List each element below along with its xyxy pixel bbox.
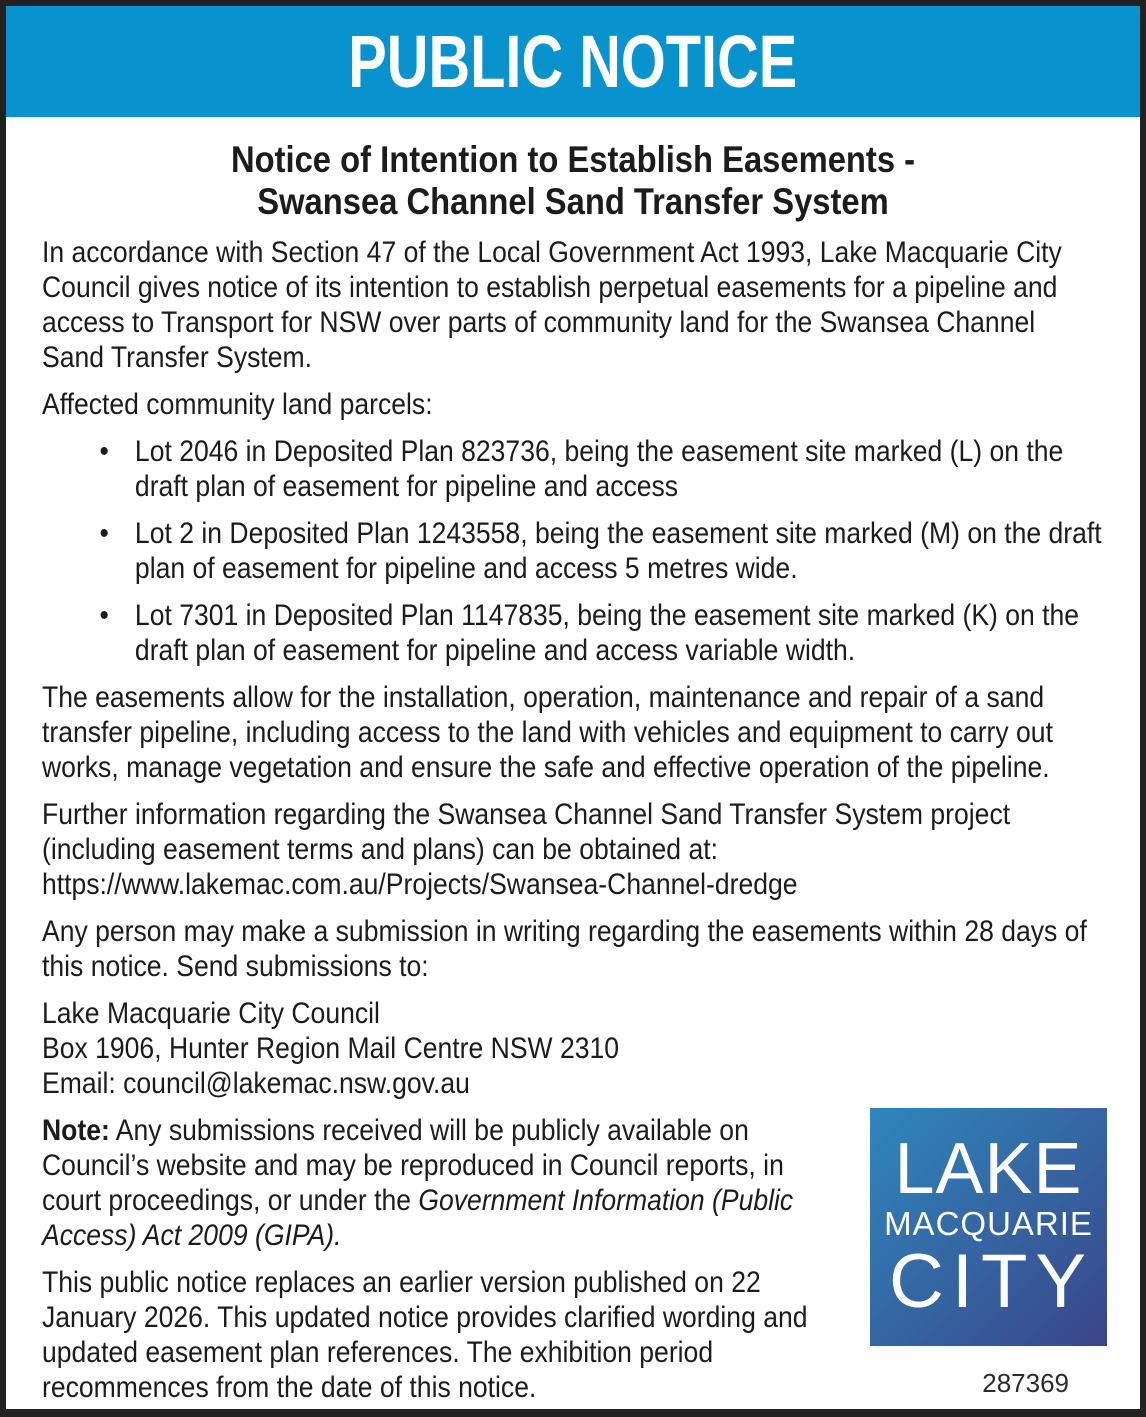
list-item xyxy=(100,516,1104,586)
note-act-italic: Government Information (Public Access) Act 2009 (GIPA). xyxy=(42,1184,794,1252)
bullet-icon: • xyxy=(99,435,109,468)
further-info-text: Further information regarding the Swansea Channel Sand Transfer System project (including easement terms and plans) can be obtained at: xyxy=(42,798,1011,866)
lake-macquarie-city-logo xyxy=(870,1108,1107,1346)
bullet-icon: • xyxy=(99,517,109,550)
notice-heading xyxy=(42,139,1104,223)
note-paragraph xyxy=(42,1113,830,1253)
logo-line-city: CITY xyxy=(888,1239,1095,1324)
parcel-text: Lot 2046 in Deposited Plan 823736, being the easement site marked (L) on the draft plan of easement for pipeline and access xyxy=(134,435,1064,503)
submission-paragraph: Any person may make a submission in writing regarding the easements within 28 days of this notice. Send submissions to: xyxy=(42,915,1087,983)
list-item xyxy=(100,598,1104,668)
replacement-paragraph: This public notice replaces an earlier version published on 22 January 2026. This updated notice provides clarified wording and updated easement plan references. The exhibition period recommences from the date of this notice. xyxy=(42,1266,808,1404)
bullet-icon: • xyxy=(99,599,109,632)
parcel-text: Lot 2 in Deposited Plan 1243558, being the easement site marked (M) on the draft plan of easement for pipeline and access 5 metres wide. xyxy=(134,517,1102,585)
notice-heading-line1: Notice of Intention to Establish Easements - xyxy=(230,139,916,180)
banner-title: PUBLIC NOTICE xyxy=(348,20,798,103)
address-line-council: Lake Macquarie City Council xyxy=(42,997,380,1030)
note-text: Any submissions received will be publicly available on Council’s website and may be reproduced in Council reports, in court proceedings, or under the xyxy=(42,1114,784,1217)
notice-heading-line2: Swansea Channel Sand Transfer System xyxy=(257,181,889,222)
note-label: Note: xyxy=(42,1114,110,1147)
further-info-paragraph xyxy=(42,797,1104,902)
address-line-email: Email: council@lakemac.nsw.gov.au xyxy=(42,1067,470,1100)
project-url: https://www.lakemac.com.au/Projects/Swansea-Channel-dredge xyxy=(42,868,798,901)
reference-number: 287369 xyxy=(982,1368,1069,1398)
list-item xyxy=(100,434,1104,504)
parcel-text: Lot 7301 in Deposited Plan 1147835, being the easement site marked (K) on the draft plan of easement for pipeline and access variable width. xyxy=(134,599,1080,667)
logo-line-lake: LAKE xyxy=(894,1129,1083,1209)
logo-area xyxy=(870,1108,1107,1399)
logo-line-macquarie: MACQUARIE xyxy=(884,1205,1093,1242)
easements-paragraph: The easements allow for the installation, operation, maintenance and repair of a sand transfer pipeline, including access to the land with vehicles and equipment to carry out works, manage vegetation and ensure the safe and effective operation of the pipeline. xyxy=(42,681,1053,784)
parcel-list xyxy=(42,434,1104,668)
intro-paragraph: In accordance with Section 47 of the Local Government Act 1993, Lake Macquarie City Council gives notice of its intention to establish perpetual easements for a pipeline and access to Transport for NSW over parts of community land for the Swansea Channel Sand Transfer System. xyxy=(42,236,1062,374)
address-block xyxy=(42,996,1104,1101)
parcels-label: Affected community land parcels: xyxy=(42,388,433,421)
notice-banner xyxy=(6,6,1140,117)
address-line-postal: Box 1906, Hunter Region Mail Centre NSW 2310 xyxy=(42,1032,620,1065)
